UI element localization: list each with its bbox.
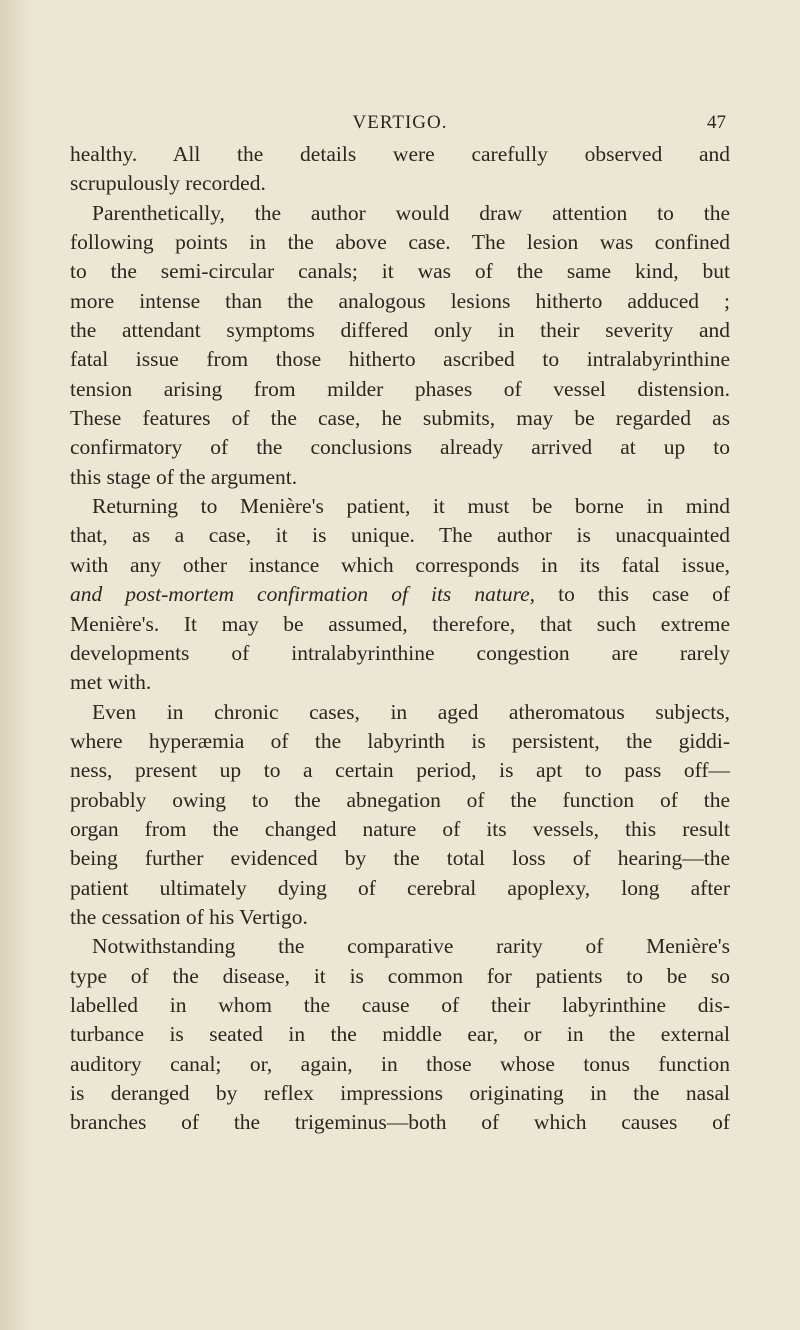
text-line: that, as a case, it is unique. The author is unacquainted bbox=[70, 523, 730, 548]
text-line: the attendant symptoms differed only in their severity and bbox=[70, 318, 730, 343]
text-line: Returning to Menière's patient, it must be borne in mind bbox=[92, 494, 730, 519]
text-line: Menière's. It may be assumed, therefore, that such extreme bbox=[70, 611, 730, 636]
text-line: healthy. All the details were carefully observed and bbox=[70, 142, 730, 166]
text-line: is deranged by reflex impressions originating in the nasal bbox=[70, 1081, 730, 1105]
text-line: patient ultimately dying of cerebral apoplexy, long after bbox=[70, 875, 730, 900]
text-line: with any other instance which corresponds in its fatal issue, bbox=[70, 552, 730, 577]
text-line: probably owing to the abnegation of the function of the bbox=[70, 787, 730, 812]
text-line: organ from the changed nature of its vessels, this result bbox=[70, 816, 730, 841]
page-gutter-shadow bbox=[0, 0, 34, 1330]
text-line: type of the disease, it is common for patients to be so bbox=[70, 963, 730, 988]
text-line: met with. bbox=[70, 670, 152, 695]
text-line: being further evidenced by the total loss of hearing—the bbox=[70, 846, 730, 871]
text-line: fatal issue from those hitherto ascribed to intralabyrinthine bbox=[70, 347, 730, 372]
text-line: this stage of the argument. bbox=[70, 464, 298, 489]
running-head bbox=[0, 108, 800, 138]
text-line-rest: to this case of bbox=[535, 582, 730, 607]
text-line: where hyperæmia of the labyrinth is persistent, the giddi- bbox=[70, 728, 730, 753]
text-line: These features of the case, he submits, may be regarded as bbox=[70, 406, 730, 431]
text-line: turbance is seated in the middle ear, or in the external bbox=[70, 1022, 730, 1047]
text-line: scrupulously recorded. bbox=[70, 171, 266, 196]
text-line: to the semi-circular canals; it was of the same kind, but bbox=[70, 259, 730, 284]
text-line: confirmatory of the conclusions already arrived at up to bbox=[70, 435, 730, 460]
text-line: the cessation of his Vertigo. bbox=[70, 904, 308, 929]
body-text bbox=[70, 140, 730, 1138]
text-line: following points in the above case. The lesion was confined bbox=[70, 230, 730, 255]
text-line: developments of intralabyrinthine congestion are rarely bbox=[70, 640, 730, 665]
text-line bbox=[70, 580, 730, 609]
text-line: Even in chronic cases, in aged atheromatous subjects, bbox=[92, 699, 730, 724]
text-line: Notwithstanding the comparative rarity of Menière's bbox=[92, 934, 730, 959]
text-line: more intense than the analogous lesions hitherto adduced ; bbox=[70, 288, 730, 313]
text-line: Parenthetically, the author would draw attention to the bbox=[92, 200, 730, 225]
text-line: branches of the trigeminus—both of which causes of bbox=[70, 1110, 730, 1135]
text-line: ness, present up to a certain period, is apt to pass off— bbox=[70, 758, 730, 783]
text-line: auditory canal; or, again, in those whose tonus function bbox=[70, 1051, 730, 1076]
text-line: tension arising from milder phases of vessel distension. bbox=[70, 376, 730, 401]
italic-phrase: and post-mortem confirmation of its nature, bbox=[70, 582, 536, 607]
text-line: labelled in whom the cause of their labyrinthine dis- bbox=[70, 992, 730, 1017]
page-number: 47 bbox=[707, 112, 726, 133]
running-title: VERTIGO. bbox=[352, 112, 448, 133]
